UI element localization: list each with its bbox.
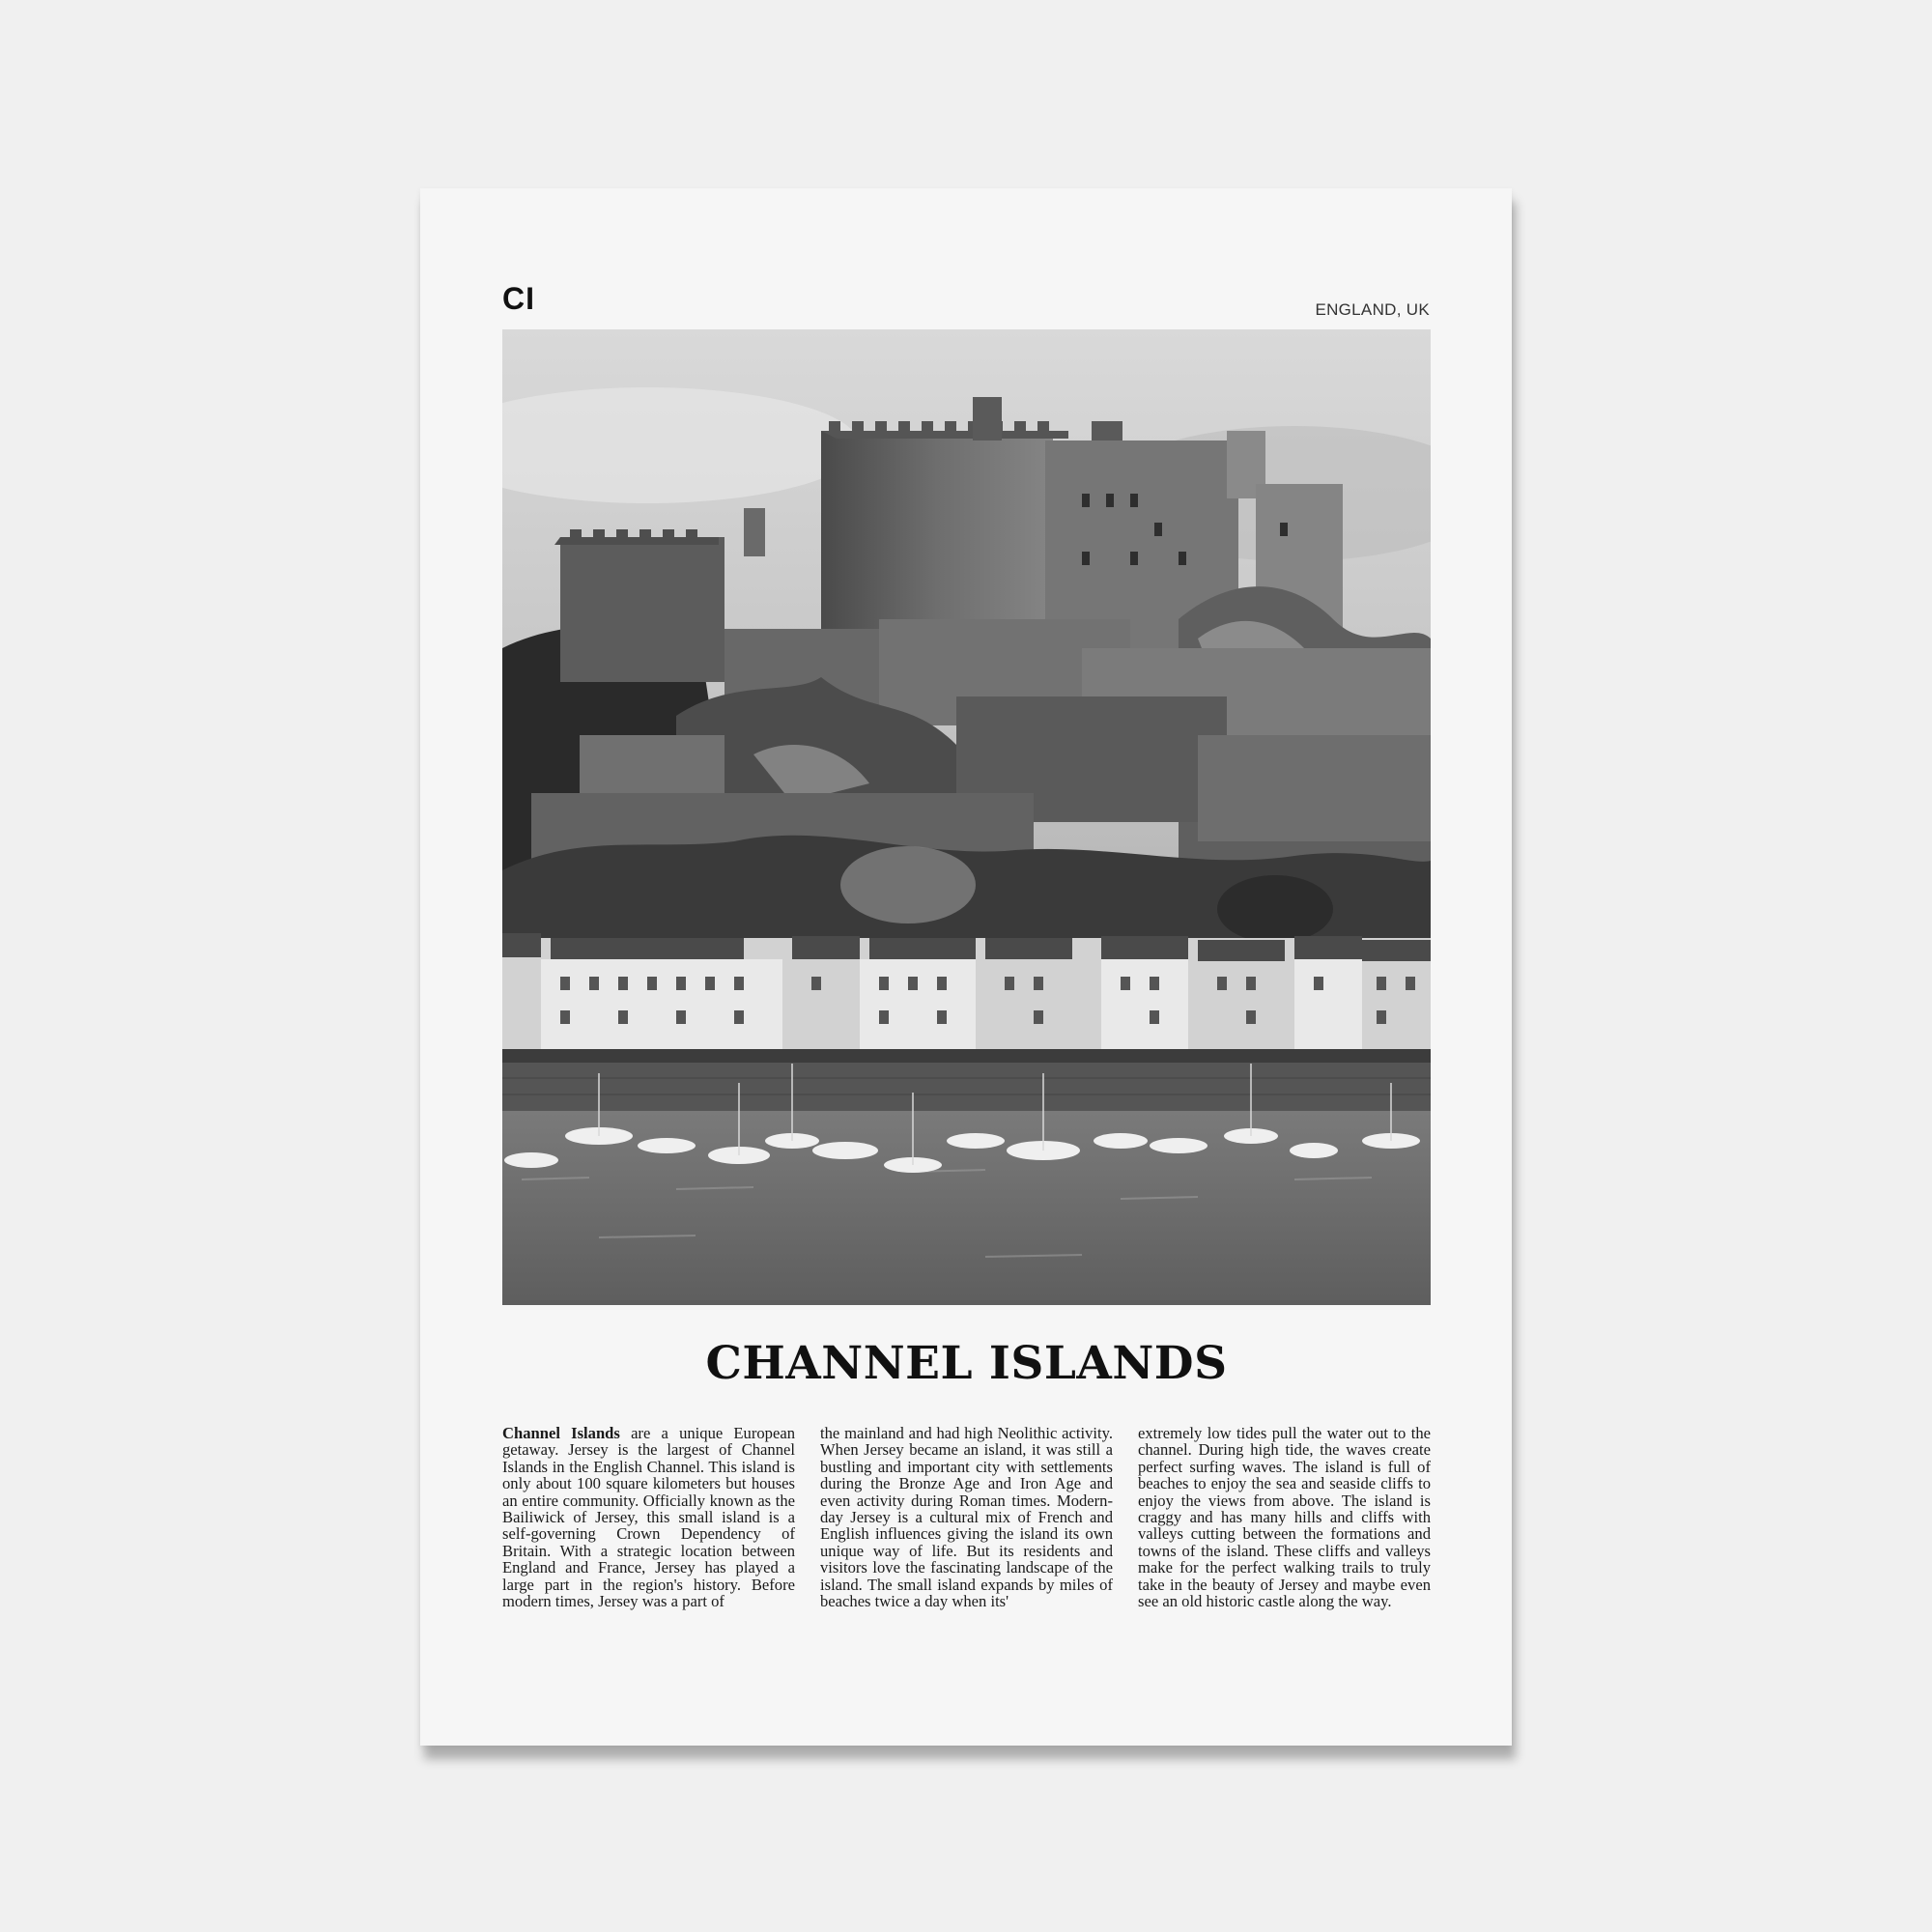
poster-title: CHANNEL ISLANDS (705, 1337, 1228, 1390)
description-column-1 (502, 1425, 795, 1609)
poster (420, 188, 1512, 1746)
poster-code: CI (502, 281, 535, 316)
lead-phrase: Channel Islands (502, 1424, 620, 1442)
description-column-2: the mainland and had high Neolithic activity. When Jersey became an island, it was still a bustling and important city with settlements during the Bronze Age and Iron Age and even activity during Roman times. Modern-day Jersey is a cultural mix of French and English influences giving the island its own unique way of life. But its residents and visitors love the fascinating landscape of the island. The small island expands by miles of beaches twice a day when its' (820, 1424, 1113, 1611)
description-column-3: extremely low tides pull the water out to the channel. During high tide, the waves create perfect surfing waves. The island is full of beaches to enjoy the sea and seaside cliffs to enjoy the views from above. The island is craggy and has many hills and cliffs with valleys cutting between the formations and towns of the island. These cliffs and valleys make for the perfect walking trails to truly take in the beauty of Jersey and maybe even see an old historic castle along the way. (1138, 1424, 1431, 1611)
description-columns (502, 1425, 1431, 1609)
column-1-text: are a unique European getaway. Jersey is the largest of Channel Islands in the English Channel. This island is only about 100 square kilometers but houses an entire community. Officially known as the Bailiwick of Jersey, this small island is a self-governing Crown Dependency of Britain. With a strategic location between England and France, Jersey has played a large part in the region's history. Before modern times, Jersey was a part of (502, 1424, 795, 1611)
castle-photo (502, 329, 1431, 1305)
poster-location: ENGLAND, UK (1315, 300, 1430, 319)
